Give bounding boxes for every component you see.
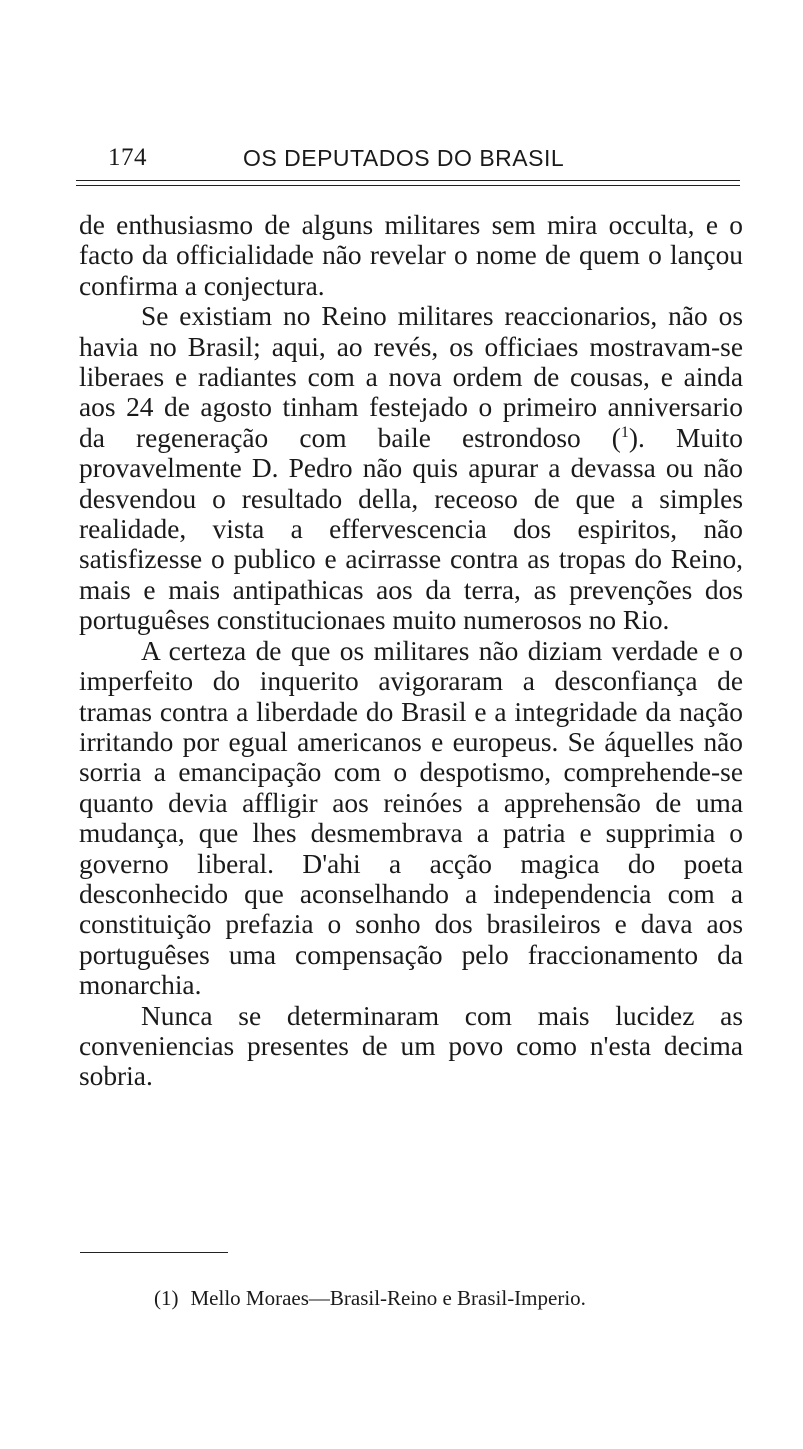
header-rule-top [76, 180, 740, 181]
header-rule-bottom [76, 185, 740, 186]
paragraph-text: Se existiam no Reino militares reaccionarios, não os havia no Brasil; aqui, ao revés, os officiaes mostravam-se liberaes e radiantes com a nova ordem de cousas, e ainda aos 24 de agosto tinham festejado o primeiro anniversario da regeneração com baile estrondoso [79, 301, 743, 453]
paragraph-text: Muito provavelmente D. Pedro não quis apurar a devassa ou não desvendou o resultado della, receoso de que a simples realidade, vista a effervescencia dos espiritos, não satisfizesse o publico e acirrasse contra as tropas do Reino, mais e mais antipathicas aos da terra, as prevenções dos portuguêses constitucionaes muito numerosos no Rio. [79, 422, 743, 636]
footnote-text: Mello Moraes—Brasil-Reino e Brasil-Imperio. [190, 1286, 586, 1310]
running-title: OS DEPUTADOS DO BRASIL [243, 145, 565, 171]
footnote-marker: (1) [154, 1286, 179, 1310]
paragraph-continued: de enthusiasmo de alguns militares sem mira occulta, e o facto da officialidade não revelar o nome de quem o lançou confirma a conjectura. [79, 210, 743, 301]
footnote-reference: 1 [620, 423, 629, 441]
paragraph-nunca: Nunca se determinaram com mais lucidez as conveniencias presentes de um povo como n'esta decima sobria. [79, 1000, 743, 1092]
page-header [108, 140, 740, 176]
footnote [154, 1286, 586, 1311]
paragraph-reaccionarios: Se existiam no Reino militares reaccionarios, não os havia no Brasil; aqui, ao revés, os officiaes mostravam-se liberaes e radiantes com a nova ordem de cousas, e ainda aos 24 de agosto tinham festejado o primeiro anniversario da regeneração com baile estrondoso ($^1$). Muito provavelmente D. Pedro não quis apurar a devassa ou não desvendou o resultado della, receoso de que a simples realidade, vista a effervescencia dos espiritos, não satisfizesse o publico e acirrasse contra as tropas do Reino, mais e mais antipathicas aos da terra, as prevenções dos portuguêses constitucionaes muito numerosos no Rio. [79, 301, 743, 636]
footnote-rule [80, 1252, 228, 1253]
body-text [79, 210, 743, 1092]
paragraph-certeza: A certeza de que os militares não diziam verdade e o imperfeito do inquerito avigoraram a desconfiança de tramas contra a liberdade do Brasil e a integridade da nação irritando por egual americanos e europeus. Se áquelles não sorria a emancipação com o despotismo, comprehende-se quanto devia affligir aos reinóes a apprehensão de uma mudança, que lhes desmembrava a patria e supprimia o governo liberal. D'ahi a acção magica do poeta desconhecido que aconselhando a independencia com a constituição prefazia o sonho dos brasileiros e dava aos portuguêses uma compensação pelo fraccionamento da monarchia. [79, 635, 743, 1001]
page-number: 174 [108, 144, 147, 171]
